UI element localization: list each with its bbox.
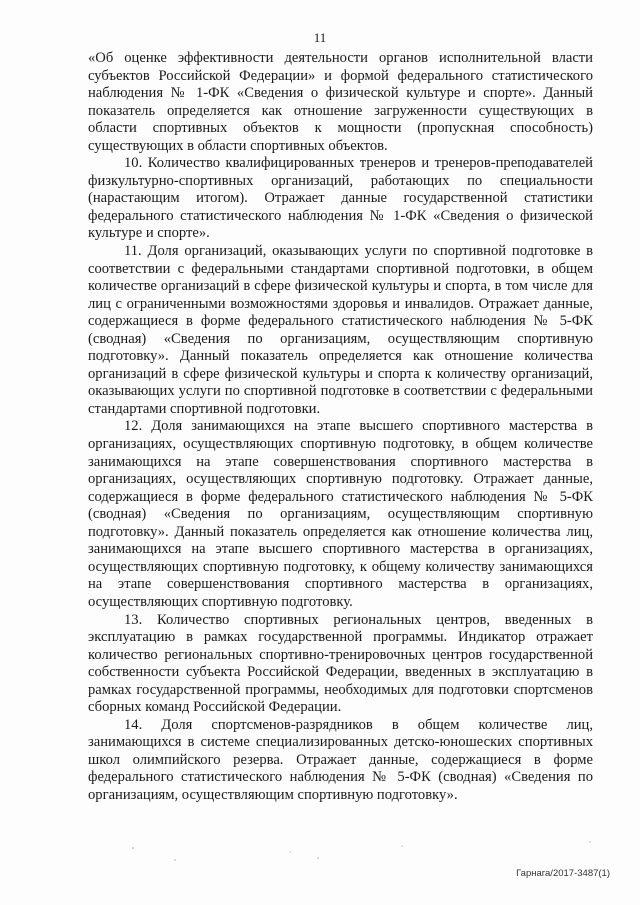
paragraph-item-10: 10. Количество квалифицированных тренеров и тренеров-преподавателей физкультурно-спортивных организаций, работающих по специальности (нарастающим итогом). Отражает данные государственной статистики федерального статистического наблюдения № 1-ФК «Сведения о физической культуре и спорте». xyxy=(88,155,593,242)
paragraph-item-12: 12. Доля занимающихся на этапе высшего спортивного мастерства в организациях, осуществляющих спортивную подготовку, в общем количестве занимающихся на этапе совершенствования спортивного мастерства в организациях, осуществляющих спортивную подготовку. Отражает данные, содержащиеся в форме федерального статистического наблюдения № 5-ФК (сводная) «Сведения по организациям, осуществляющим спортивную подготовку». Данный показатель определяется как отношение количества лиц, занимающихся на этапе высшего спортивного мастерства в организациях, осуществляющих спортивную подготовку, к общему количеству занимающихся на этапе совершенствования спортивного мастерства в организациях, осуществляющих спортивную подготовку. xyxy=(88,418,593,610)
page-number: 11 xyxy=(313,30,327,45)
paragraph-item-14: 14. Доля спортсменов-разрядников в общем количестве лиц, занимающихся в системе специализированных детско-юношеских спортивных школ олимпийского резерва. Отражает данные, содержащиеся в форме федерального статистического наблюдения № 5-ФК (сводная) «Сведения по организациям, осуществляющим спортивную подготовку». xyxy=(88,716,593,803)
document-reference-code: Гарнага/2017-3487(1) xyxy=(516,868,610,879)
paragraph-item-11: 11. Доля организаций, оказывающих услуги по спортивной подготовке в соответствии с федеральными стандартами спортивной подготовки, в общем количестве организаций в сфере физической культуры и спорта, в том числе для лиц с ограниченными возможностями здоровья и инвалидов. Отражает данные, содержащиеся в форме федерального статистического наблюдения № 5-ФК (сводная) «Сведения по организациям, осуществляющим спортивную подготовку». Данный показатель определяется как отношение количества организаций в сфере физической культуры и спорта к количеству организаций, оказывающих услуги по спортивной подготовке в соответствии с федеральными стандартами спортивной подготовки. xyxy=(88,243,593,417)
document-body xyxy=(88,50,593,805)
paragraph-item-13: 13. Количество спортивных региональных центров, введенных в эксплуатацию в рамках государственной программы. Индикатор отражает количество региональных спортивно-тренировочных центров государственной собственности субъекта Российской Федерации, введенных в эксплуатацию в рамках государственной программы, необходимых для подготовки спортсменов сборных команд Российской Федерации. xyxy=(88,611,593,716)
paragraph-continuation: «Об оценке эффективности деятельности органов исполнительной власти субъектов Российской Федерации» и формой федерального статистического наблюдения № 1-ФК «Сведения о физической культуре и спорте». Данный показатель определяется как отношение загруженности существующих в области спортивных объектов к мощности (пропускная способность) существующих в области спортивных объектов. xyxy=(88,50,593,154)
